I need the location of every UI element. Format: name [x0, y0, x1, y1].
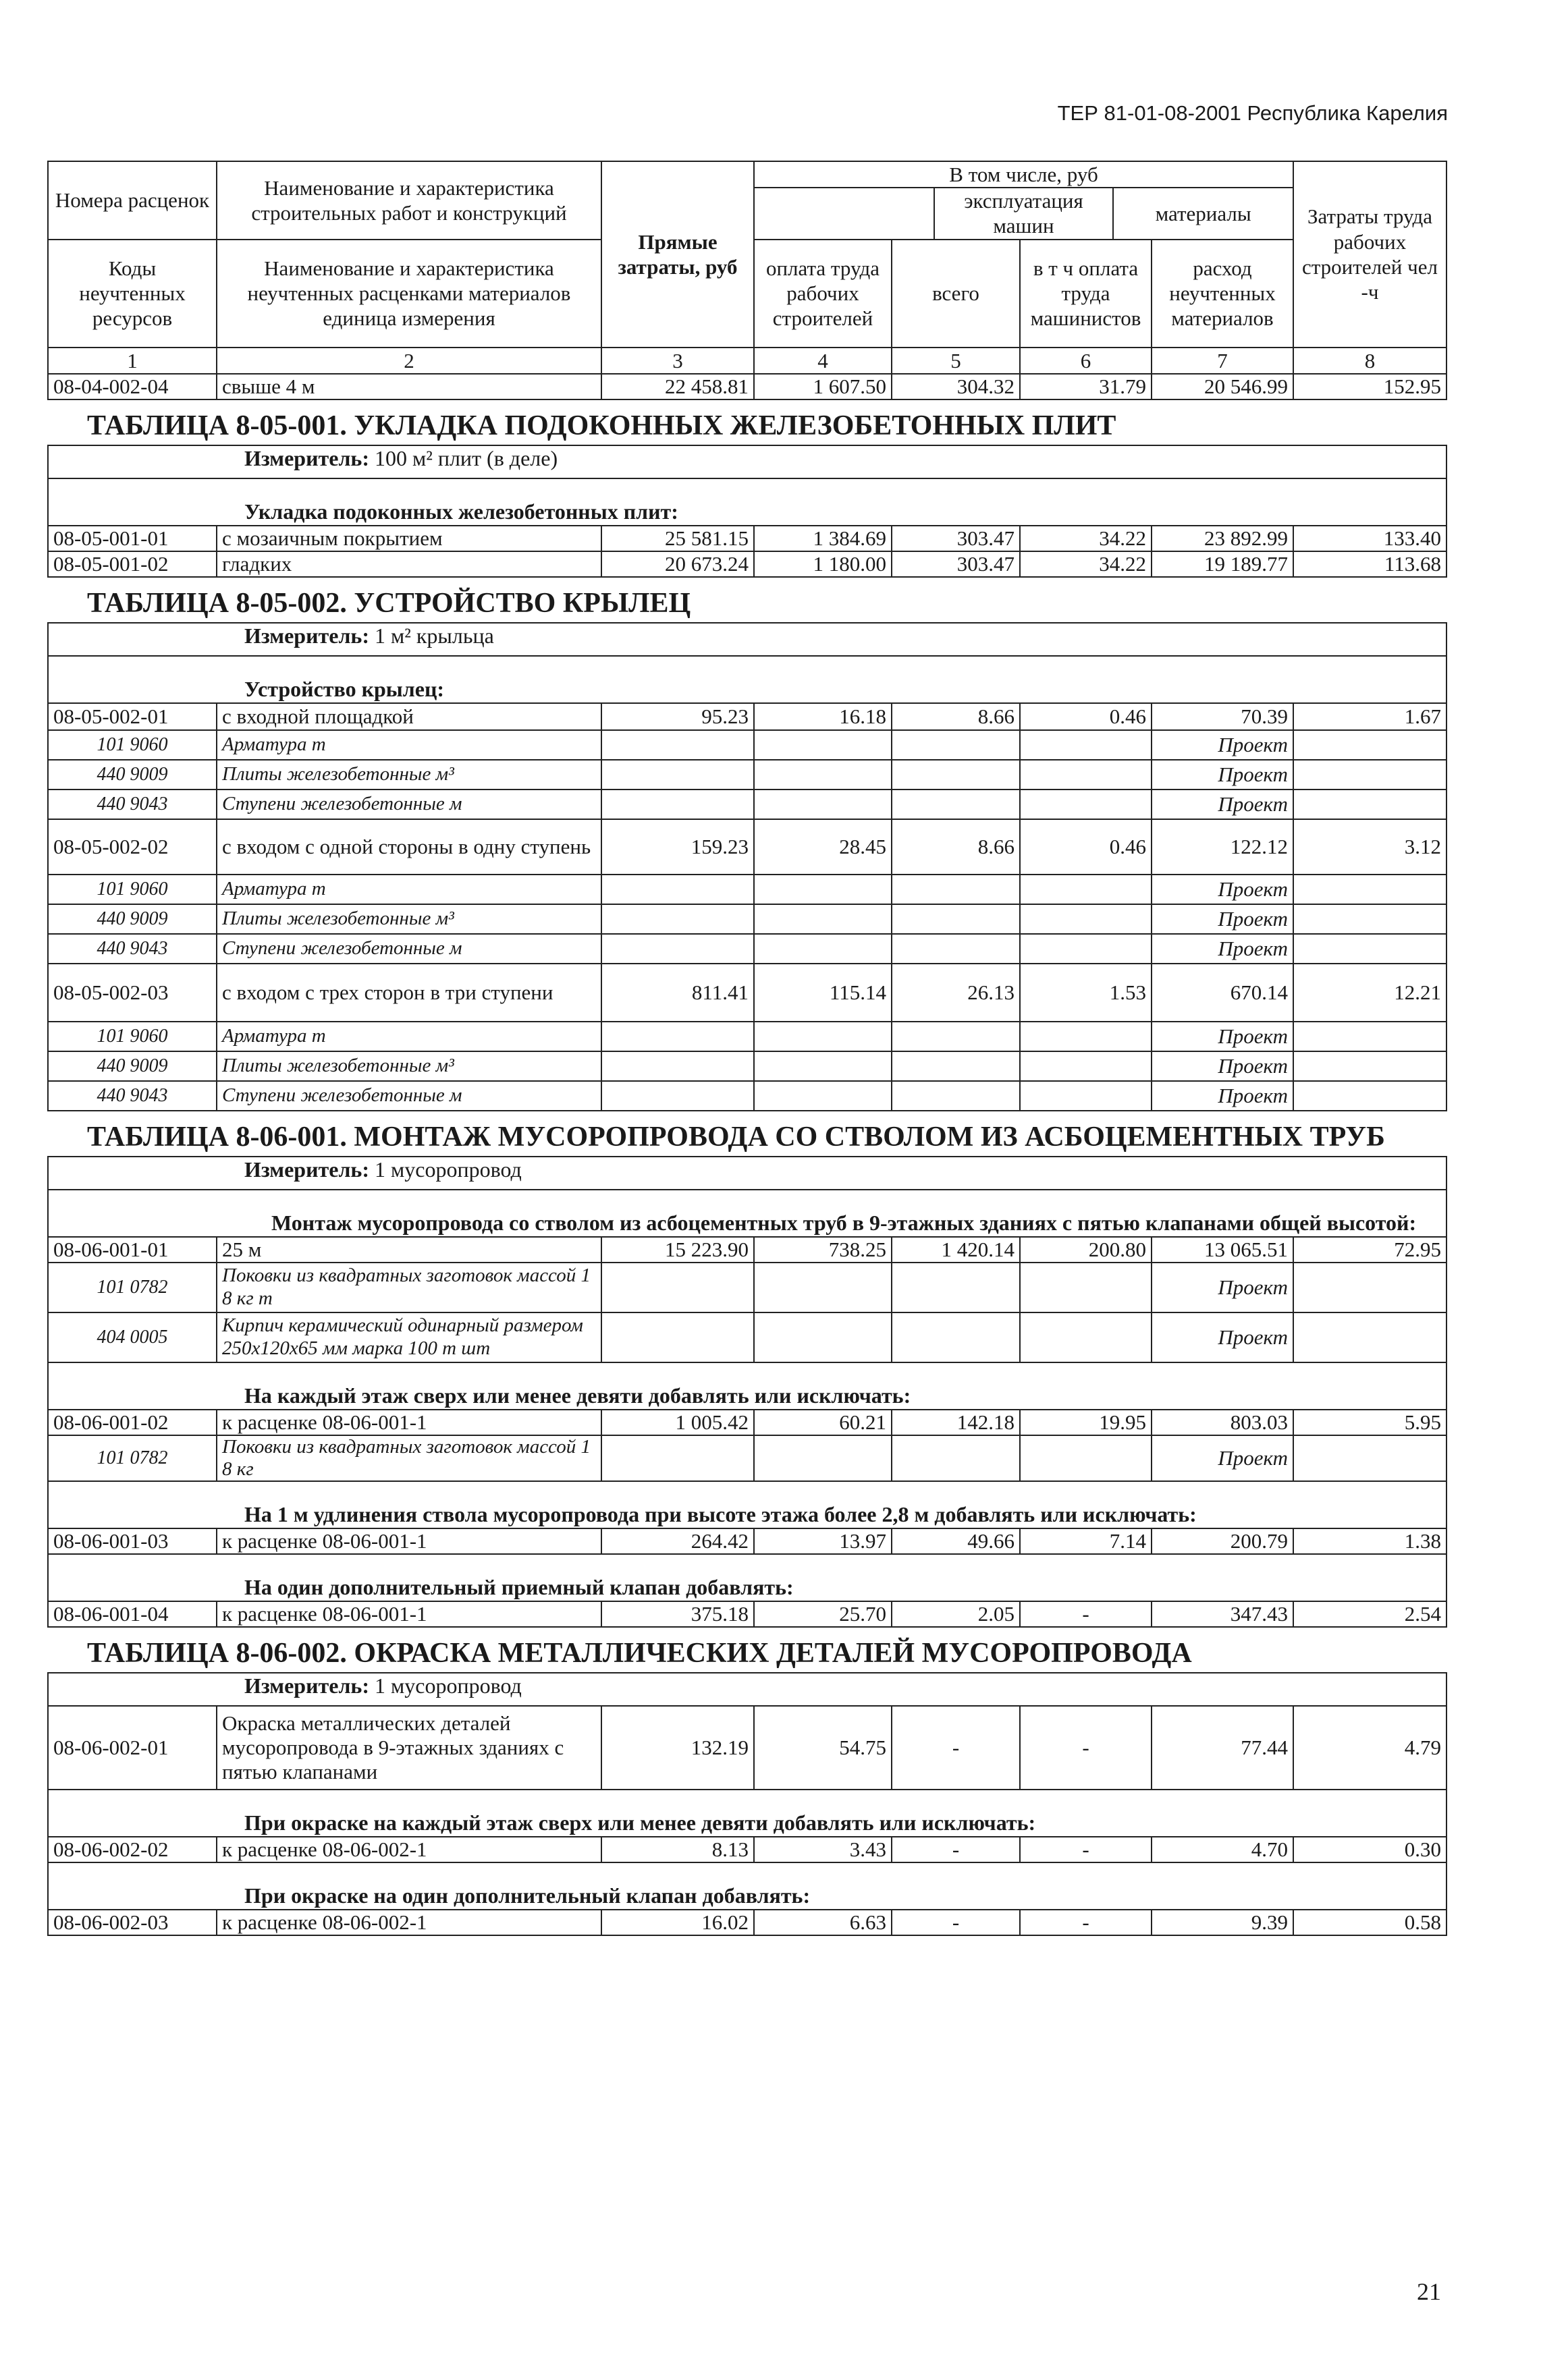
- empty-cell: [892, 1312, 1020, 1362]
- empty-cell: [1293, 1312, 1447, 1362]
- col-number: 5: [892, 348, 1020, 374]
- labor-hours: 0.58: [1293, 1910, 1447, 1935]
- empty-cell: [892, 760, 1020, 790]
- machinist-wages: 1.53: [1020, 964, 1152, 1022]
- worker-wages: 25.70: [754, 1601, 892, 1627]
- machine-costs-total: 26.13: [892, 964, 1020, 1022]
- empty-cell: [892, 934, 1020, 964]
- empty-cell: [1293, 875, 1447, 904]
- direct-costs: 132.19: [601, 1706, 754, 1790]
- worker-wages: 3.43: [754, 1837, 892, 1862]
- materials-cost: 200.79: [1152, 1528, 1293, 1554]
- resource-row: [48, 1022, 1447, 1051]
- labor-hours: 133.40: [1293, 526, 1447, 551]
- resource-project: Проект: [1152, 730, 1293, 760]
- resource-project: Проект: [1152, 1435, 1293, 1482]
- direct-costs: 20 673.24: [601, 551, 754, 577]
- machinist-wages: 31.79: [1020, 374, 1152, 399]
- group-heading-row: [48, 656, 1447, 703]
- rate-code: 08-05-002-02: [48, 819, 217, 875]
- table-section-title: ТАБЛИЦА 8-06-001. МОНТАЖ МУСОРОПРОВОДА СО СТВОЛОМ ИЗ АСБОЦЕМЕНТНЫХ ТРУБ: [48, 1111, 1447, 1157]
- meter-line: [48, 445, 1447, 478]
- meter-value: 1 мусоропровод: [374, 1157, 522, 1182]
- materials-cost: 77.44: [1152, 1706, 1293, 1790]
- table-section-title-row: [48, 399, 1447, 445]
- materials-cost: 9.39: [1152, 1910, 1293, 1935]
- empty-cell: [1020, 1051, 1152, 1081]
- worker-wages: 1 607.50: [754, 374, 892, 399]
- resource-name: Арматура т: [217, 1022, 601, 1051]
- rate-row: [48, 1837, 1447, 1862]
- empty-cell: [754, 790, 892, 819]
- rate-name: гладких: [217, 551, 601, 577]
- labor-hours: 3.12: [1293, 819, 1447, 875]
- empty-cell: [1293, 760, 1447, 790]
- col2-header-bottom: Наименование и характеристика неучтенных расценками материалов единица измерения: [217, 240, 601, 348]
- empty-cell: [1293, 904, 1447, 934]
- table-section-title-row: [48, 1627, 1447, 1673]
- materials-cost: 122.12: [1152, 819, 1293, 875]
- machine-costs-total: 303.47: [892, 526, 1020, 551]
- resource-code: 440 9009: [48, 904, 217, 934]
- empty-cell: [892, 1263, 1020, 1312]
- col6-header: в т ч оплата труда машинистов: [1020, 240, 1152, 348]
- labor-hours: 72.95: [1293, 1237, 1447, 1263]
- resource-project: Проект: [1152, 1081, 1293, 1111]
- col-number: 3: [601, 348, 754, 374]
- meter-value: 1 м² крыльца: [374, 623, 494, 648]
- empty-cell: [1020, 790, 1152, 819]
- machinist-wages: -: [1020, 1837, 1152, 1862]
- materials-cost: 70.39: [1152, 703, 1293, 730]
- rate-row: [48, 551, 1447, 577]
- materials-cost: 4.70: [1152, 1837, 1293, 1862]
- empty-cell: [892, 904, 1020, 934]
- empty-cell: [601, 1263, 754, 1312]
- meter-row: [48, 1157, 1447, 1190]
- rate-code: 08-06-001-01: [48, 1237, 217, 1263]
- rate-name: к расценке 08-06-001-1: [217, 1528, 601, 1554]
- direct-costs: 25 581.15: [601, 526, 754, 551]
- rate-code: 08-06-001-04: [48, 1601, 217, 1627]
- machine-costs-total: 142.18: [892, 1410, 1020, 1435]
- resource-name: Кирпич керамический одинарный размером 250х120х65 мм марка 100 т шт: [217, 1312, 601, 1362]
- machine-costs-total: 8.66: [892, 703, 1020, 730]
- resource-project: Проект: [1152, 904, 1293, 934]
- resource-row: [48, 1081, 1447, 1111]
- rate-name: к расценке 08-06-002-1: [217, 1837, 601, 1862]
- empty-cell: [754, 760, 892, 790]
- group-heading: На один дополнительный приемный клапан добавлять:: [48, 1554, 1447, 1601]
- resource-name: Поковки из квадратных заготовок массой 1 8 кг: [217, 1435, 601, 1482]
- meter-label: Измеритель:: [244, 623, 369, 648]
- group-heading: На 1 м удлинения ствола мусоропровода при высоте этажа более 2,8 м добавлять или исключать:: [48, 1481, 1447, 1528]
- labor-hours: 1.67: [1293, 703, 1447, 730]
- resource-row: [48, 1312, 1447, 1362]
- resource-project: Проект: [1152, 875, 1293, 904]
- worker-wages: 13.97: [754, 1528, 892, 1554]
- group-heading-row: [48, 1190, 1447, 1237]
- machinist-wages: -: [1020, 1601, 1152, 1627]
- resource-code: 101 0782: [48, 1435, 217, 1482]
- table-section-title-row: [48, 577, 1447, 623]
- empty-cell: [754, 1263, 892, 1312]
- meter-label: Измеритель:: [244, 1157, 369, 1182]
- meter-label: Измеритель:: [244, 1673, 369, 1698]
- group-heading: Укладка подоконных железобетонных плит:: [48, 478, 1447, 526]
- direct-costs: 22 458.81: [601, 374, 754, 399]
- resource-code: 440 9009: [48, 1051, 217, 1081]
- col4-header: оплата труда рабочих строителей: [754, 240, 892, 348]
- resource-name: Арматура т: [217, 730, 601, 760]
- resource-code: 440 9043: [48, 934, 217, 964]
- rate-code: 08-06-001-03: [48, 1528, 217, 1554]
- rate-name: к расценке 08-06-002-1: [217, 1910, 601, 1935]
- resource-row: [48, 730, 1447, 760]
- rate-name: 25 м: [217, 1237, 601, 1263]
- group-heading: При окраске на один дополнительный клапан добавлять:: [48, 1862, 1447, 1910]
- rate-row: [48, 1410, 1447, 1435]
- meter-line: [48, 1157, 1447, 1190]
- group-heading-row: [48, 478, 1447, 526]
- empty-cell: [1293, 790, 1447, 819]
- resource-project: Проект: [1152, 934, 1293, 964]
- resource-code: 101 9060: [48, 1022, 217, 1051]
- resource-code: 101 9060: [48, 730, 217, 760]
- labor-hours: 12.21: [1293, 964, 1447, 1022]
- meter-line: [48, 1673, 1447, 1706]
- group-heading-row: [48, 1862, 1447, 1910]
- meter-row: [48, 445, 1447, 478]
- direct-costs: 15 223.90: [601, 1237, 754, 1263]
- resource-row: [48, 790, 1447, 819]
- materials-cost: 23 892.99: [1152, 526, 1293, 551]
- direct-costs: 1 005.42: [601, 1410, 754, 1435]
- rate-code: 08-06-002-01: [48, 1706, 217, 1790]
- empty-cell: [1293, 1263, 1447, 1312]
- col-number: 4: [754, 348, 892, 374]
- empty-cell: [1293, 1435, 1447, 1482]
- resource-code: 404 0005: [48, 1312, 217, 1362]
- col7-header: расход неучтенных материалов: [1152, 240, 1293, 348]
- worker-wages: 1 384.69: [754, 526, 892, 551]
- rate-code: 08-05-001-01: [48, 526, 217, 551]
- empty-cell: [754, 934, 892, 964]
- materials-cost: 20 546.99: [1152, 374, 1293, 399]
- direct-costs: 264.42: [601, 1528, 754, 1554]
- resource-row: [48, 904, 1447, 934]
- empty-cell: [1020, 875, 1152, 904]
- group-heading: При окраске на каждый этаж сверх или менее девяти добавлять или исключать:: [48, 1790, 1447, 1837]
- table-section-title: ТАБЛИЦА 8-06-002. ОКРАСКА МЕТАЛЛИЧЕСКИХ ДЕТАЛЕЙ МУСОРОПРОВОДА: [48, 1627, 1447, 1673]
- rate-code: 08-06-002-02: [48, 1837, 217, 1862]
- machine-costs-total: 303.47: [892, 551, 1020, 577]
- meter-row: [48, 623, 1447, 656]
- group-heading-row: [48, 1554, 1447, 1601]
- col3-header: Прямые затраты, руб: [601, 161, 754, 348]
- machinist-wages: 0.46: [1020, 819, 1152, 875]
- col1-header-bottom: Коды неучтенных ресурсов: [48, 240, 217, 348]
- col-number: 1: [48, 348, 217, 374]
- rate-row: [48, 1910, 1447, 1935]
- machine-costs-total: 1 420.14: [892, 1237, 1020, 1263]
- resource-name: Арматура т: [217, 875, 601, 904]
- table-section-title: ТАБЛИЦА 8-05-002. УСТРОЙСТВО КРЫЛЕЦ: [48, 577, 1447, 623]
- direct-costs: 811.41: [601, 964, 754, 1022]
- labor-hours: 5.95: [1293, 1410, 1447, 1435]
- empty-cell: [1020, 1263, 1152, 1312]
- empty-cell: [1293, 934, 1447, 964]
- rate-row: [48, 374, 1447, 399]
- meter-value: 1 мусоропровод: [374, 1673, 522, 1698]
- machinist-wages: 200.80: [1020, 1237, 1152, 1263]
- resource-code: 101 9060: [48, 875, 217, 904]
- rate-code: 08-06-001-02: [48, 1410, 217, 1435]
- resource-name: Поковки из квадратных заготовок массой 1 8 кг т: [217, 1263, 601, 1312]
- resource-row: [48, 1263, 1447, 1312]
- empty-cell: [601, 1022, 754, 1051]
- rate-code: 08-05-001-02: [48, 551, 217, 577]
- resource-row: [48, 760, 1447, 790]
- incl-header: В том числе, руб: [755, 162, 1293, 188]
- empty-cell: [1020, 1022, 1152, 1051]
- rate-code: 08-04-002-04: [48, 374, 217, 399]
- worker-wages: 28.45: [754, 819, 892, 875]
- empty-cell: [1293, 730, 1447, 760]
- direct-costs: 159.23: [601, 819, 754, 875]
- materials-cost: 803.03: [1152, 1410, 1293, 1435]
- meter-row: [48, 1673, 1447, 1706]
- empty-cell: [754, 1435, 892, 1482]
- empty-cell: [892, 790, 1020, 819]
- resource-name: Плиты железобетонные м³: [217, 904, 601, 934]
- worker-wages: 60.21: [754, 1410, 892, 1435]
- resource-name: Ступени железобетонные м: [217, 790, 601, 819]
- rate-row: [48, 1528, 1447, 1554]
- materials-cost: 19 189.77: [1152, 551, 1293, 577]
- resource-name: Ступени железобетонные м: [217, 934, 601, 964]
- machinist-wages: -: [1020, 1706, 1152, 1790]
- exploitation-header: эксплуатация машин: [934, 188, 1114, 238]
- worker-wages: 115.14: [754, 964, 892, 1022]
- machinist-wages: 34.22: [1020, 551, 1152, 577]
- resource-name: Ступени железобетонные м: [217, 1081, 601, 1111]
- empty-cell: [754, 875, 892, 904]
- col-number: 7: [1152, 348, 1293, 374]
- col2-header-top: Наименование и характеристика строительных работ и конструкций: [217, 161, 601, 240]
- empty-cell: [1020, 760, 1152, 790]
- empty-cell: [601, 1051, 754, 1081]
- empty-cell: [1020, 1312, 1152, 1362]
- empty-cell: [892, 1022, 1020, 1051]
- incl-header-block: [754, 161, 1293, 240]
- resource-row: [48, 934, 1447, 964]
- rate-name: с входом с трех сторон в три ступени: [217, 964, 601, 1022]
- empty-cell: [754, 1022, 892, 1051]
- meter-value: 100 м² плит (в деле): [374, 445, 558, 470]
- labor-hours: 152.95: [1293, 374, 1447, 399]
- rates-body: [48, 374, 1447, 1936]
- rates-table-wrapper: [47, 161, 1446, 1936]
- rate-row: [48, 703, 1447, 730]
- resource-project: Проект: [1152, 1263, 1293, 1312]
- group-heading-row: [48, 1481, 1447, 1528]
- machinist-wages: 0.46: [1020, 703, 1152, 730]
- rate-code: 08-06-002-03: [48, 1910, 217, 1935]
- rate-row: [48, 526, 1447, 551]
- machinist-wages: 34.22: [1020, 526, 1152, 551]
- table-section-title: ТАБЛИЦА 8-05-001. УКЛАДКА ПОДОКОННЫХ ЖЕЛЕЗОБЕТОННЫХ ПЛИТ: [48, 399, 1447, 445]
- worker-wages: 54.75: [754, 1706, 892, 1790]
- rate-name: свыше 4 м: [217, 374, 601, 399]
- labor-hours: 0.30: [1293, 1837, 1447, 1862]
- empty-cell: [754, 1312, 892, 1362]
- rate-name: с входом с одной стороны в одну ступень: [217, 819, 601, 875]
- rate-row: [48, 1237, 1447, 1263]
- direct-costs: 16.02: [601, 1910, 754, 1935]
- labor-hours: 113.68: [1293, 551, 1447, 577]
- rate-name: с входной площадкой: [217, 703, 601, 730]
- group-heading: На каждый этаж сверх или менее девяти добавлять или исключать:: [48, 1362, 1447, 1410]
- resource-project: Проект: [1152, 1312, 1293, 1362]
- meter-line: [48, 623, 1447, 656]
- machinist-wages: 7.14: [1020, 1528, 1152, 1554]
- empty-cell: [1020, 1435, 1152, 1482]
- rate-name: Окраска металлических деталей мусоропровода в 9-этажных зданиях с пятью клапанами: [217, 1706, 601, 1790]
- empty-cell: [601, 934, 754, 964]
- empty-cell: [754, 1051, 892, 1081]
- empty-cell: [754, 1081, 892, 1111]
- machinist-wages: -: [1020, 1910, 1152, 1935]
- meter-label: Измеритель:: [244, 445, 369, 470]
- empty-cell: [892, 1051, 1020, 1081]
- machine-costs-total: 304.32: [892, 374, 1020, 399]
- resource-code: 440 9043: [48, 790, 217, 819]
- resource-code: 101 0782: [48, 1263, 217, 1312]
- labor-hours: 4.79: [1293, 1706, 1447, 1790]
- worker-wages: 738.25: [754, 1237, 892, 1263]
- group-heading: Устройство крылец:: [48, 656, 1447, 703]
- col1-header-top: Номера расценок: [48, 161, 217, 240]
- resource-row: [48, 875, 1447, 904]
- resource-code: 440 9009: [48, 760, 217, 790]
- empty-cell: [892, 730, 1020, 760]
- machine-costs-total: -: [892, 1910, 1020, 1935]
- empty-cell: [892, 1081, 1020, 1111]
- empty-cell: [754, 730, 892, 760]
- direct-costs: 95.23: [601, 703, 754, 730]
- page-number: 21: [1417, 2278, 1441, 2305]
- table-section-title-row: [48, 1111, 1447, 1157]
- rate-code: 08-05-002-01: [48, 703, 217, 730]
- rates-table: [47, 161, 1447, 1936]
- empty-cell: [601, 760, 754, 790]
- resource-project: Проект: [1152, 1022, 1293, 1051]
- direct-costs: 8.13: [601, 1837, 754, 1862]
- empty-cell: [601, 904, 754, 934]
- empty-cell: [601, 790, 754, 819]
- empty-cell: [1020, 934, 1152, 964]
- worker-wages: 6.63: [754, 1910, 892, 1935]
- empty-cell: [601, 1435, 754, 1482]
- rate-row: [48, 1601, 1447, 1627]
- empty-cell: [892, 1435, 1020, 1482]
- worker-wages: 1 180.00: [754, 551, 892, 577]
- rate-row: [48, 1706, 1447, 1790]
- col5-header: всего: [892, 240, 1020, 348]
- machine-costs-total: 49.66: [892, 1528, 1020, 1554]
- col-number: 2: [217, 348, 601, 374]
- col-number: 6: [1020, 348, 1152, 374]
- empty-cell: [754, 904, 892, 934]
- rate-row: [48, 964, 1447, 1022]
- group-heading-row: [48, 1790, 1447, 1837]
- empty-cell: [601, 1312, 754, 1362]
- labor-hours: 2.54: [1293, 1601, 1447, 1627]
- rate-name: к расценке 08-06-001-1: [217, 1601, 601, 1627]
- machine-costs-total: 8.66: [892, 819, 1020, 875]
- empty-cell: [1293, 1022, 1447, 1051]
- empty-cell: [892, 875, 1020, 904]
- machine-costs-total: -: [892, 1837, 1020, 1862]
- labor-hours: 1.38: [1293, 1528, 1447, 1554]
- machinist-wages: 19.95: [1020, 1410, 1152, 1435]
- rate-code: 08-05-002-03: [48, 964, 217, 1022]
- rate-name: с мозаичным покрытием: [217, 526, 601, 551]
- direct-costs: 375.18: [601, 1601, 754, 1627]
- resource-project: Проект: [1152, 760, 1293, 790]
- materials-cost: 670.14: [1152, 964, 1293, 1022]
- machine-costs-total: -: [892, 1706, 1020, 1790]
- resource-name: Плиты железобетонные м³: [217, 760, 601, 790]
- materials-header: материалы: [1155, 201, 1251, 225]
- group-heading: Монтаж мусоропровода со стволом из асбоцементных труб в 9-этажных зданиях с пятью клапанами общей высотой:: [48, 1190, 1447, 1237]
- resource-row: [48, 1051, 1447, 1081]
- empty-cell: [1293, 1051, 1447, 1081]
- resource-code: 440 9043: [48, 1081, 217, 1111]
- materials-cost: 347.43: [1152, 1601, 1293, 1627]
- empty-cell: [601, 1081, 754, 1111]
- worker-wages: 16.18: [754, 703, 892, 730]
- col-number: 8: [1293, 348, 1447, 374]
- resource-row: [48, 1435, 1447, 1482]
- rate-row: [48, 819, 1447, 875]
- machine-costs-total: 2.05: [892, 1601, 1020, 1627]
- materials-cost: 13 065.51: [1152, 1237, 1293, 1263]
- empty-cell: [1293, 1081, 1447, 1111]
- empty-cell: [1020, 1081, 1152, 1111]
- rate-name: к расценке 08-06-001-1: [217, 1410, 601, 1435]
- group-heading-row: [48, 1362, 1447, 1410]
- empty-cell: [1020, 730, 1152, 760]
- resource-project: Проект: [1152, 790, 1293, 819]
- resource-project: Проект: [1152, 1051, 1293, 1081]
- running-header: ТЕР 81-01-08-2001 Республика Карелия: [1057, 101, 1448, 125]
- empty-cell: [1020, 904, 1152, 934]
- col8-header: Затраты труда рабочих строителей чел -ч: [1293, 161, 1447, 348]
- resource-name: Плиты железобетонные м³: [217, 1051, 601, 1081]
- empty-cell: [601, 730, 754, 760]
- empty-cell: [601, 875, 754, 904]
